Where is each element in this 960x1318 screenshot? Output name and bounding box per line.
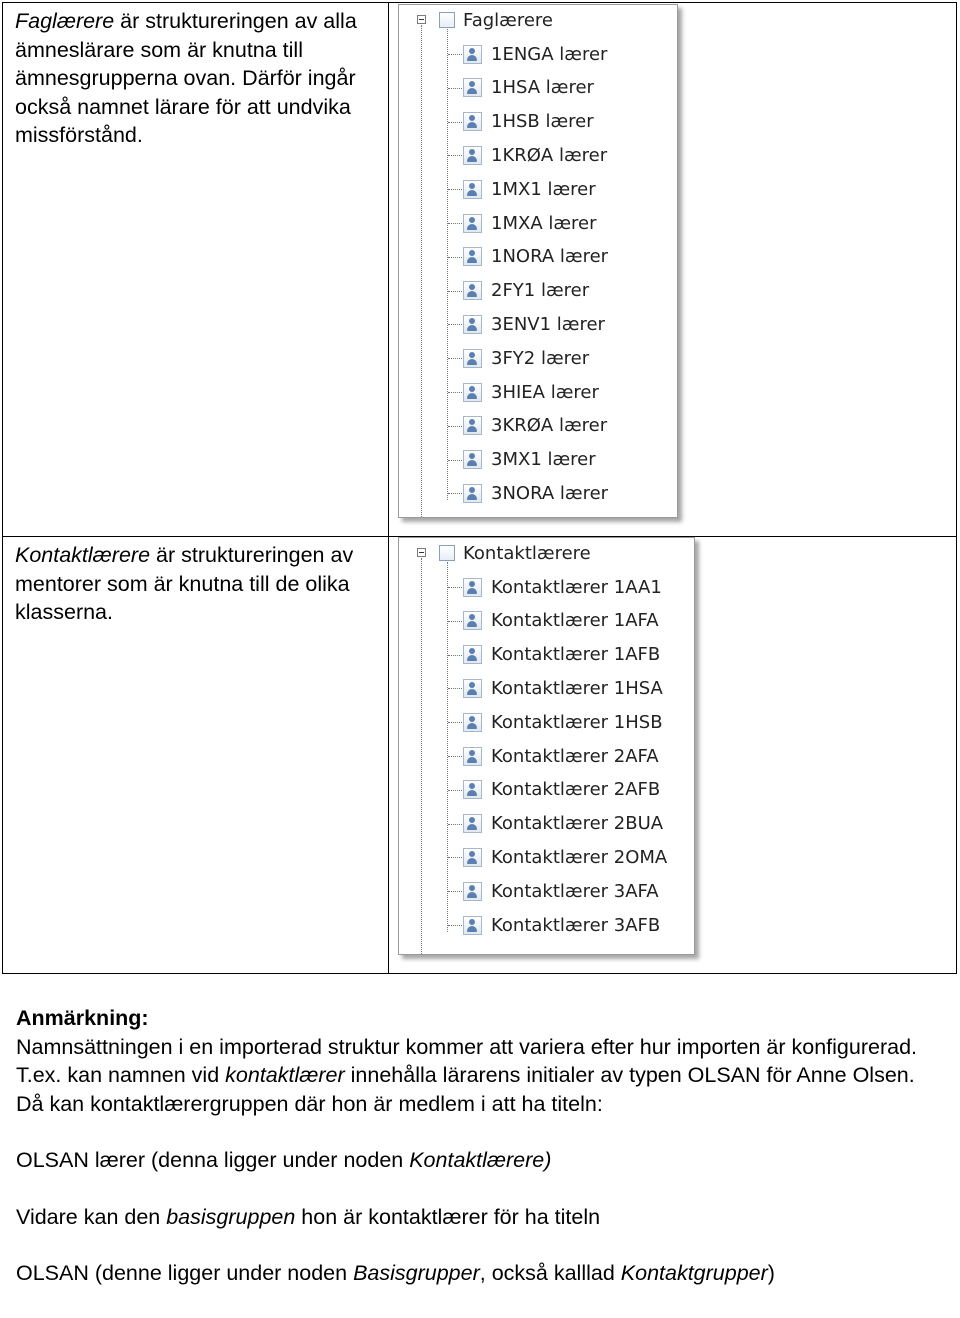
user-group-icon <box>463 247 482 266</box>
tree-connector <box>448 688 462 689</box>
tree-node-label: Kontaktlærer 2OMA <box>491 846 668 868</box>
tree-connector <box>448 122 462 123</box>
tree-connector <box>447 562 448 932</box>
tree-connector <box>421 25 422 518</box>
user-group-icon <box>463 383 482 402</box>
remark-text: hon är kontaktlærer för ha titeln <box>295 1204 601 1229</box>
tree-node-label: Kontaktlærer 2BUA <box>491 813 664 835</box>
user-group-icon <box>463 450 482 469</box>
tree-connector <box>448 223 462 224</box>
remark-emphasis: Kontaktlærere) <box>409 1148 552 1172</box>
tree-connector <box>448 891 462 892</box>
tree-node-label: Kontaktlærer 1AFB <box>491 644 661 666</box>
user-group-icon <box>463 484 482 503</box>
tree-node[interactable] <box>463 107 594 137</box>
tree-node[interactable] <box>463 411 607 441</box>
user-group-icon <box>463 416 482 435</box>
tree-node[interactable] <box>463 309 605 339</box>
tree-node[interactable] <box>463 910 660 940</box>
tree-connector <box>421 558 422 955</box>
example-paragraph-2 <box>16 1203 946 1232</box>
remark-text: Vidare kan den <box>16 1204 167 1229</box>
tree-node-label: 3HIEA lærer <box>491 381 599 403</box>
user-group-icon <box>463 146 482 165</box>
user-group-icon <box>463 281 482 300</box>
tree-connector <box>448 925 462 926</box>
term-faglaerere: Faglærere <box>15 9 115 33</box>
tree-node[interactable] <box>463 242 608 272</box>
description-text: är struktureringen av alla ämneslärare som är knutna till ämnesgrupperna ovan. Därför ingår också namnet lärare för att undvika missförstånd. <box>15 9 357 147</box>
tree-connector <box>448 426 462 427</box>
example-title-1 <box>16 1146 946 1175</box>
tree-node-label: Kontaktlærer 1AFA <box>491 610 659 632</box>
tree-node-label: Kontaktlærer 2AFB <box>491 779 661 801</box>
tree-node-label: 3ENV1 lærer <box>491 313 605 335</box>
tree-connector <box>448 324 462 325</box>
tree-node[interactable] <box>463 842 667 872</box>
tree-view-kontaktlaerere <box>398 537 695 955</box>
remark-text: OLSAN (denne ligger under noden <box>16 1261 354 1285</box>
tree-node[interactable] <box>463 775 660 805</box>
tree-node-label: 1NORA lærer <box>491 246 609 268</box>
tree-node-label: Kontaktlærer 1HSA <box>491 677 663 699</box>
description-kontaktlaerere <box>15 541 380 627</box>
user-group-icon <box>463 848 482 867</box>
tree-node-label: Kontaktlærer 3AFA <box>491 880 659 902</box>
tree-node-label: 3FY2 lærer <box>491 347 590 369</box>
tree-node-label: 1KRØA lærer <box>491 144 608 166</box>
group-folder-icon <box>439 12 455 28</box>
remark-text: innehålla lärarens initialer av typen OLSAN för Anne Olsen. Då kan kontaktlærergruppen där hon är medlem i att ha titeln: <box>16 1063 915 1116</box>
tree-connector <box>448 358 462 359</box>
tree-node-label: Kontaktlærer 3AFB <box>491 914 661 936</box>
user-group-icon <box>463 112 482 131</box>
group-folder-icon <box>439 545 455 561</box>
user-group-icon <box>463 747 482 766</box>
tree-connector <box>448 756 462 757</box>
tree-node[interactable] <box>463 377 599 407</box>
tree-connector <box>448 54 462 55</box>
description-text: är struktureringen av mentorer som är knutna till de olika klasserna. <box>15 543 354 624</box>
tree-connector <box>448 655 462 656</box>
tree-node[interactable] <box>463 809 663 839</box>
remark-text: Namnsättningen i en importerad struktur kommer att variera efter hur importen är konfigurerad. T.ex. kan namnen vid <box>16 1034 918 1087</box>
tree-connector <box>448 621 462 622</box>
tree-root-label: Faglærere <box>463 9 553 31</box>
tree-node[interactable] <box>463 673 663 703</box>
column-divider <box>388 3 389 973</box>
tree-connector <box>448 587 462 588</box>
remark-emphasis: Basisgrupper <box>353 1261 480 1285</box>
tree-connector <box>448 722 462 723</box>
tree-view-faglaerere <box>398 4 678 518</box>
tree-connector <box>447 29 448 500</box>
user-group-icon <box>463 713 482 732</box>
user-group-icon <box>463 679 482 698</box>
remark-paragraph <box>16 1033 946 1119</box>
tree-node[interactable] <box>463 73 594 103</box>
remark-text: , också kalllad <box>479 1261 621 1285</box>
remark-emphasis: kontaktlærer <box>225 1063 345 1087</box>
tree-node[interactable] <box>463 572 662 602</box>
tree-node-label: Kontaktlærer 2AFA <box>491 745 659 767</box>
example-title-2 <box>16 1259 946 1288</box>
user-group-icon <box>463 611 482 630</box>
description-faglaerere <box>15 7 380 150</box>
tree-connector <box>448 88 462 89</box>
user-group-icon <box>463 578 482 597</box>
tree-node-label: Kontaktlærer 1HSB <box>491 711 663 733</box>
remark-emphasis: Kontaktgrupper <box>620 1261 768 1285</box>
tree-connector <box>448 460 462 461</box>
tree-node[interactable] <box>463 876 659 906</box>
tree-connector <box>448 824 462 825</box>
user-group-icon <box>463 882 482 901</box>
remark-text: ) <box>767 1261 775 1285</box>
user-group-icon <box>463 349 482 368</box>
tree-connector <box>448 155 462 156</box>
tree-node-label: 1MX1 lærer <box>491 178 596 200</box>
tree-node-label: 3KRØA lærer <box>491 415 608 437</box>
tree-node[interactable] <box>463 140 607 170</box>
tree-node[interactable] <box>463 478 608 508</box>
tree-node[interactable] <box>463 741 659 771</box>
tree-node-label: 1MXA lærer <box>491 212 597 234</box>
user-group-icon <box>463 315 482 334</box>
user-group-icon <box>463 180 482 199</box>
user-group-icon <box>463 916 482 935</box>
remark-title: Anmärkning: <box>16 1006 149 1030</box>
tree-connector <box>448 790 462 791</box>
tree-root-node[interactable] <box>439 5 553 35</box>
tree-node[interactable] <box>463 640 660 670</box>
collapse-toggle-icon[interactable] <box>417 15 426 24</box>
tree-connector <box>448 392 462 393</box>
tree-connector <box>448 189 462 190</box>
user-group-icon <box>463 214 482 233</box>
tree-node-label: 1HSA lærer <box>491 77 594 99</box>
tree-node[interactable] <box>463 174 596 204</box>
tree-node-label: 3MX1 lærer <box>491 449 596 471</box>
tree-connector <box>448 493 462 494</box>
remark-emphasis: basisgruppen <box>166 1204 296 1229</box>
tree-root-label: Kontaktlærere <box>463 542 591 564</box>
user-group-icon <box>463 645 482 664</box>
tree-node[interactable] <box>463 208 597 238</box>
remark-text: OLSAN lærer (denna ligger under noden <box>16 1148 410 1172</box>
tree-node-label: 1HSB lærer <box>491 111 594 133</box>
tree-node-label: 3NORA lærer <box>491 482 609 504</box>
tree-connector <box>448 291 462 292</box>
tree-node-label: Kontaktlærer 1AA1 <box>491 576 662 598</box>
user-group-icon <box>463 78 482 97</box>
term-kontaktlaerere: Kontaktlærere <box>15 543 151 567</box>
tree-node-label: 1ENGA lærer <box>491 43 608 65</box>
tree-node[interactable] <box>463 606 659 636</box>
tree-node-label: 2FY1 lærer <box>491 280 590 302</box>
tree-node[interactable] <box>463 707 663 737</box>
tree-node[interactable] <box>463 343 589 373</box>
remark-section <box>16 1004 946 1288</box>
user-group-icon <box>463 814 482 833</box>
user-group-icon <box>463 780 482 799</box>
user-group-icon <box>463 45 482 64</box>
tree-connector <box>448 257 462 258</box>
tree-connector <box>448 857 462 858</box>
tree-node[interactable] <box>463 276 589 306</box>
tree-root-node[interactable] <box>439 538 591 568</box>
tree-node[interactable] <box>463 39 607 69</box>
collapse-toggle-icon[interactable] <box>417 548 426 557</box>
tree-node[interactable] <box>463 445 596 475</box>
